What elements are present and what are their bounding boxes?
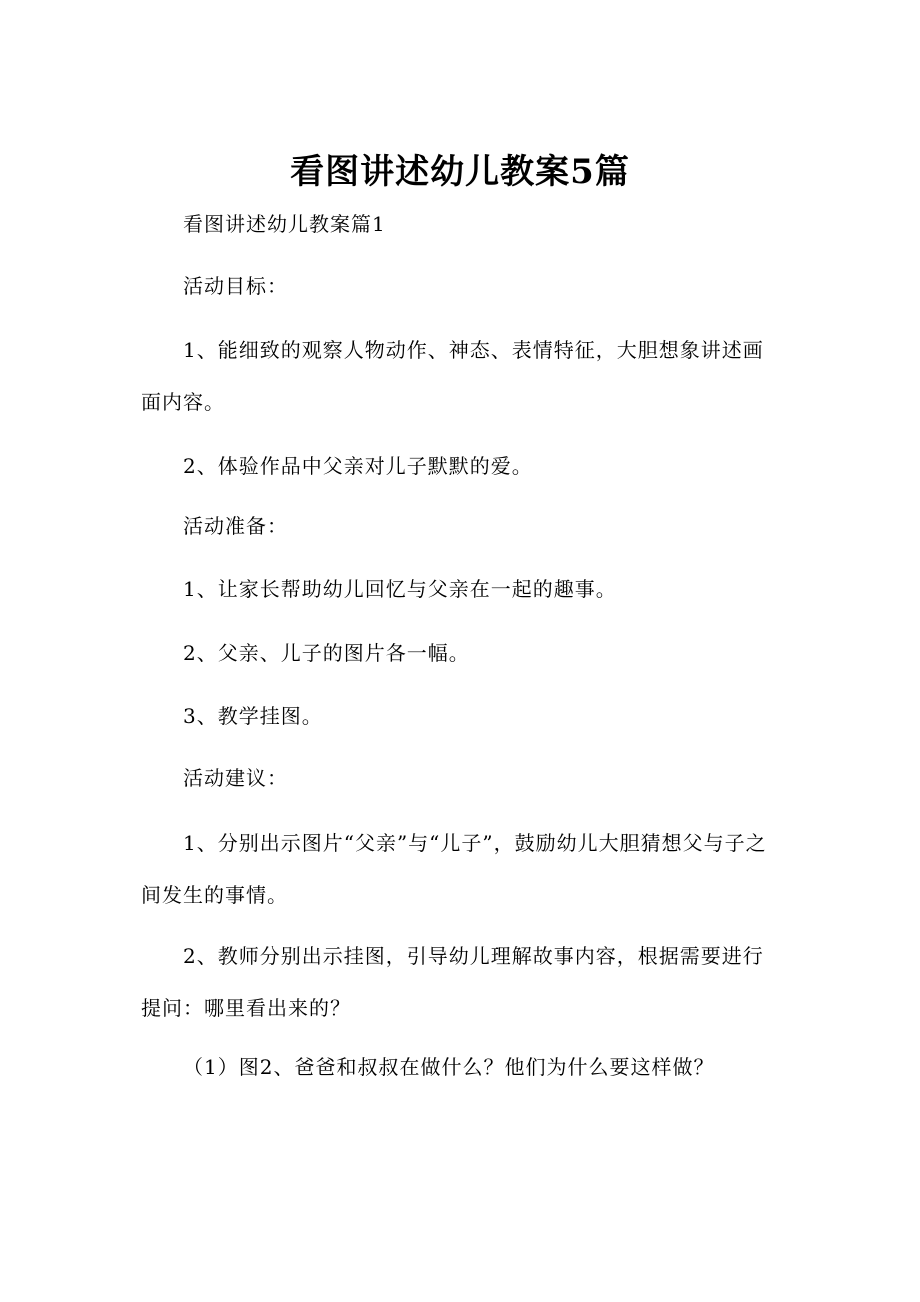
document-title: 看图讲述幼儿教案5篇 <box>290 152 630 192</box>
preparation-item-2: 2、父亲、儿子的图片各一幅。 <box>183 641 470 665</box>
preparation-item-1: 1、让家长帮助幼儿回忆与父亲在一起的趣事。 <box>183 577 617 601</box>
preparation-item-3: 3、教学挂图。 <box>183 704 323 728</box>
heading-activity-preparation: 活动准备： <box>183 514 288 538</box>
heading-activity-goals: 活动目标： <box>183 274 288 298</box>
suggestion-item-2: 2、教师分别出示挂图，引导幼儿理解故事内容，根据需要进行提问：哪里看出来的？ <box>141 944 764 1020</box>
goal-item-1: 1、能细致的观察人物动作、神态、表情特征，大胆想象讲述画面内容。 <box>141 338 764 414</box>
section-heading: 看图讲述幼儿教案篇1 <box>183 212 386 236</box>
suggestion-item-1: 1、分别出示图片“父亲”与“儿子”，鼓励幼儿大胆猜想父与子之间发生的事情。 <box>141 831 767 907</box>
heading-activity-suggestions: 活动建议： <box>183 766 288 790</box>
question-item-1: （1）图2、爸爸和叔叔在做什么？他们为什么要这样做？ <box>183 1055 715 1079</box>
goal-item-2: 2、体验作品中父亲对儿子默默的爱。 <box>183 454 533 478</box>
